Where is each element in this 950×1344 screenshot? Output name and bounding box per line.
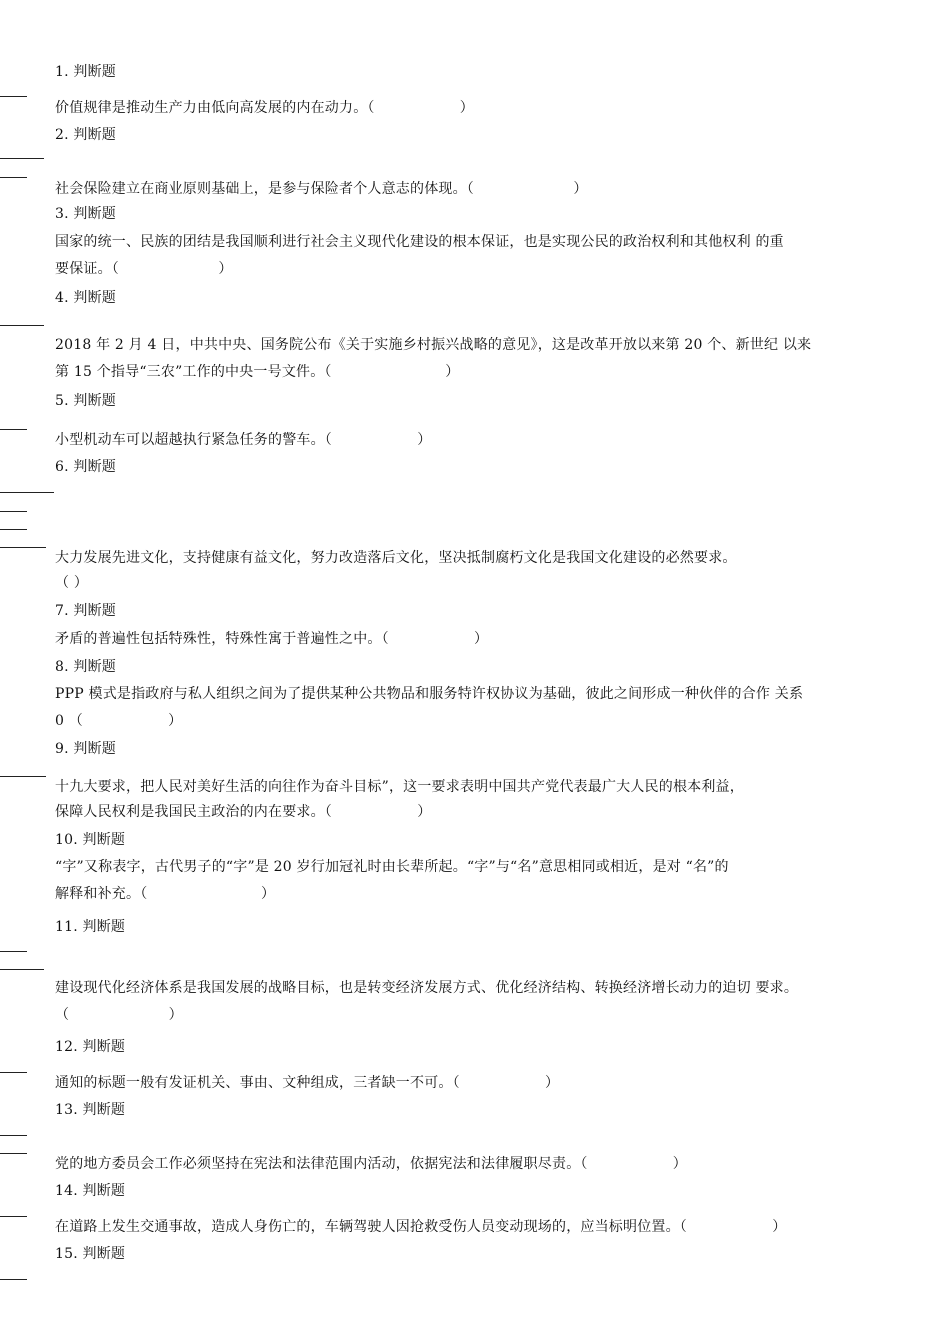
question-text: 建设现代化经济体系是我国发展的战略目标，也是转变经济发展方式、优化经济结构、转换经济增长动力的迫切 要求。	[55, 980, 799, 996]
question-text: （ ）	[55, 1007, 183, 1023]
question-text: 大力发展先进文化，支持健康有益文化，努力改造落后文化，坚决抵制腐朽文化是我国文化建设的必然要求。	[55, 550, 737, 566]
question-number: 7. 判断题	[55, 603, 117, 619]
margin-rule	[0, 547, 46, 548]
margin-rule	[0, 1135, 27, 1136]
margin-rule	[0, 776, 46, 777]
margin-rule	[0, 429, 27, 430]
margin-rule	[0, 492, 54, 493]
margin-rule	[0, 969, 44, 970]
question-text: PPP 模式是指政府与私人组织之间为了提供某种公共物品和服务特许权协议为基础，彼此之间形成一种伙伴的合作 关系	[55, 686, 804, 702]
question-text: 通知的标题一般有发证机关、事由、文种组成，三者缺一不可。（ ）	[55, 1075, 560, 1091]
margin-rule	[0, 1072, 27, 1073]
question-text: 党的地方委员会工作必须坚持在宪法和法律范围内活动，依据宪法和法律履职尽责。（ ）	[55, 1156, 687, 1172]
question-text: 小型机动车可以超越执行紧急任务的警车。（ ）	[55, 432, 432, 448]
question-text: 0 （ ）	[55, 713, 183, 729]
question-text: 矛盾的普遍性包括特殊性，特殊性寓于普遍性之中。（ ）	[55, 631, 489, 647]
question-number: 15. 判断题	[55, 1246, 126, 1262]
margin-rule	[0, 158, 44, 159]
margin-rule	[0, 511, 27, 512]
question-text: 第 15 个指导“三农”工作的中央一号文件。（ ）	[55, 364, 460, 380]
question-text: 解释和补充。（ ）	[55, 886, 276, 902]
question-number: 12. 判断题	[55, 1039, 126, 1055]
margin-rule	[0, 951, 27, 952]
margin-rule	[0, 325, 44, 326]
question-number: 5. 判断题	[55, 393, 117, 409]
question-number: 1. 判断题	[55, 64, 117, 80]
question-text: 价值规律是推动生产力由低向高发展的内在动力。（ ）	[55, 100, 474, 116]
margin-rule	[0, 1279, 27, 1280]
question-number: 3. 判断题	[55, 206, 117, 222]
question-text: “字”又称表字，古代男子的“字”是 20 岁行加冠礼时由长辈所起。“字”与“名”意思相同或相近，是对 “名”的	[55, 859, 729, 875]
question-number: 11. 判断题	[55, 919, 126, 935]
question-number: 4. 判断题	[55, 290, 117, 306]
question-number: 6. 判断题	[55, 459, 117, 475]
margin-rule	[0, 1216, 27, 1217]
question-text: 在道路上发生交通事故，造成人身伤亡的，车辆驾驶人因抢救受伤人员变动现场的，应当标明位置。（ ）	[55, 1219, 787, 1235]
question-text: 要保证。（ ）	[55, 261, 233, 277]
margin-rule	[0, 177, 27, 178]
question-number: 9. 判断题	[55, 741, 117, 757]
question-text: 保障人民权利是我国民主政治的内在要求。（ ）	[55, 804, 432, 820]
margin-rule	[0, 529, 27, 530]
question-text: 十九大要求，把人民对美好生活的向往作为奋斗目标”，这一要求表明中国共产党代表最广大人民的根本利益，	[55, 779, 744, 795]
margin-rule	[0, 1153, 27, 1154]
question-text: （ ）	[55, 575, 89, 591]
question-number: 10. 判断题	[55, 832, 126, 848]
question-number: 2. 判断题	[55, 127, 117, 143]
margin-rule	[0, 96, 27, 97]
question-text: 社会保险建立在商业原则基础上，是参与保险者个人意志的体现。（ ）	[55, 181, 588, 197]
question-text: 2018 年 2 月 4 日，中共中央、国务院公布《关于实施乡村振兴战略的意见》，这是改革开放以来第 20 个、新世纪 以来	[55, 337, 812, 353]
question-number: 13. 判断题	[55, 1102, 126, 1118]
question-number: 14. 判断题	[55, 1183, 126, 1199]
question-number: 8. 判断题	[55, 659, 117, 675]
question-text: 国家的统一、民族的团结是我国顺利进行社会主义现代化建设的根本保证，也是实现公民的政治权利和其他权利 的重	[55, 234, 784, 250]
